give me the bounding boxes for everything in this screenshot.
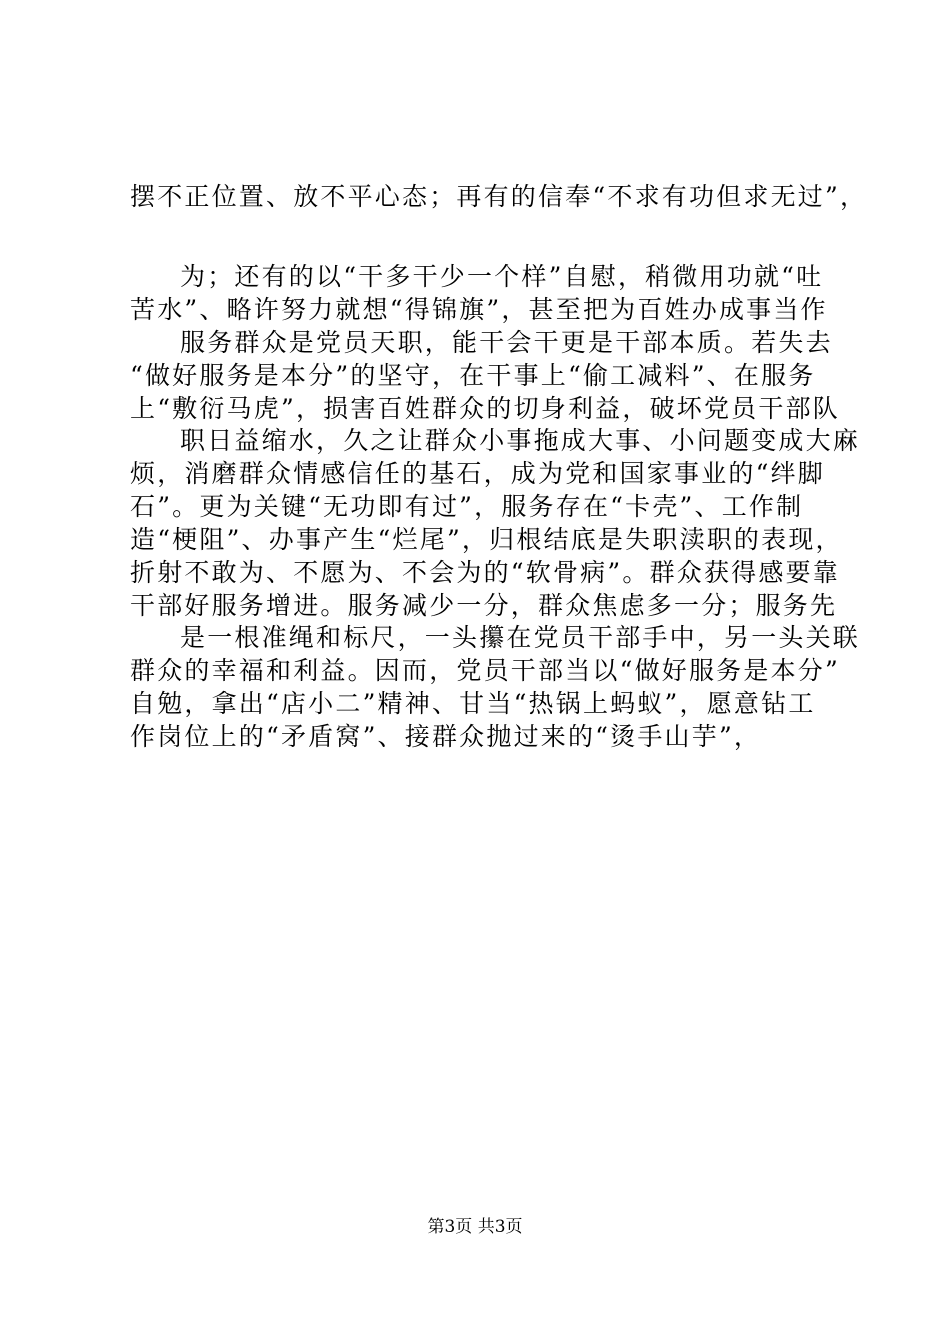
- text-line-4: 服务群众是党员天职，能干会干更是干部本质。若失去: [180, 328, 833, 357]
- text-line-8: 烦，消磨群众情感信任的基石，成为党和国家事业的“绊脚: [130, 459, 825, 488]
- text-line-15: 自勉，拿出“店小二”精神、甘当“热锅上蚂蚁”，愿意钻工: [130, 689, 816, 718]
- text-line-12: 干部好服务增进。服务减少一分，群众焦虑多一分；服务先: [130, 591, 838, 620]
- text-line-1: 摆不正位置、放不平心态；再有的信奉“不求有功但求无过”，: [130, 182, 868, 211]
- text-line-3: 苦水”、略许努力就想“得锦旗”，甚至把为百姓办成事当作: [130, 295, 828, 324]
- text-line-5: “做好服务是本分”的坚守，在干事上“偷工减料”、在服务: [130, 361, 816, 390]
- text-line-14: 群众的幸福和利益。因而，党员干部当以“做好服务是本分”: [130, 656, 840, 685]
- text-line-6: 上“敷衍马虎”，损害百姓群众的切身利益，破坏党员干部队: [130, 394, 840, 423]
- text-line-16: 作岗位上的“矛盾窝”、接群众抛过来的“烫手山芋”，: [130, 722, 762, 751]
- text-line-2: 为；还有的以“干多干少一个样”自慰，稍微用功就“吐: [180, 262, 824, 291]
- text-line-13: 是一根准绳和标尺，一头攥在党员干部手中，另一头关联: [180, 623, 861, 652]
- page-number-footer: 第3页 共3页: [427, 1217, 523, 1237]
- text-line-9: 石”。更为关键“无功即有过”，服务存在“卡壳”、工作制: [130, 492, 804, 521]
- text-line-11: 折射不敢为、不愿为、不会为的“软骨病”。群众获得感要靠: [130, 558, 840, 587]
- text-line-7: 职日益缩水，久之让群众小事拖成大事、小问题变成大麻: [180, 426, 861, 455]
- text-line-10: 造“梗阻”、办事产生“烂尾”，归根结底是失职渎职的表现，: [130, 525, 843, 554]
